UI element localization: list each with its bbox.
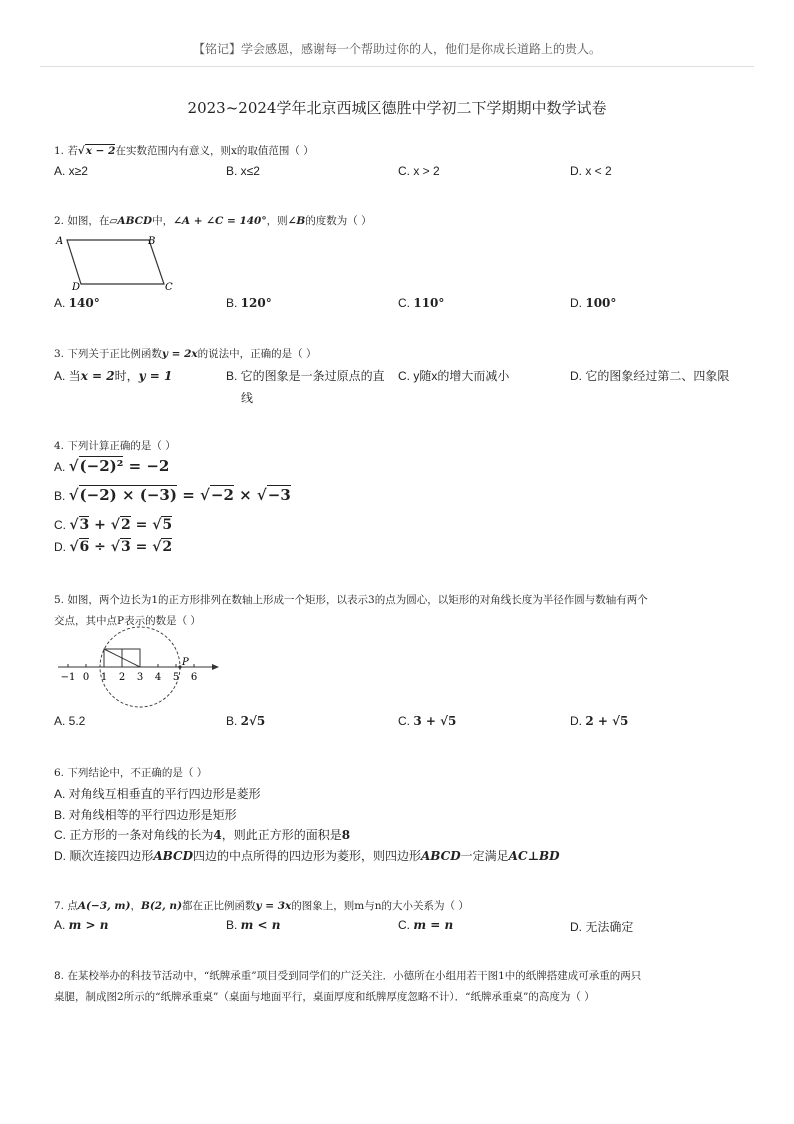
q5-tick-label: 6	[190, 672, 198, 683]
q4-c-expr: √3 + √2 = √5	[69, 517, 173, 533]
q2-option-d[interactable]	[570, 296, 616, 310]
q4-c-plus: +	[94, 517, 106, 533]
q4-c-r1: 3	[79, 517, 90, 533]
q5-option-a[interactable]: A. 5.2	[54, 714, 86, 728]
q4-option-c[interactable]	[54, 517, 172, 533]
q2-b-prefix: B.	[226, 296, 241, 310]
q4-c-r3: 5	[162, 517, 173, 533]
q6-c-eight: 8	[341, 828, 351, 842]
q7-mid: 都在正比例函数	[182, 900, 256, 912]
q2-label-d: D	[72, 282, 81, 293]
q6-d-mid2: 一定满足	[460, 849, 509, 863]
q2-option-c[interactable]	[398, 296, 444, 310]
q2-parallelogram: ▱ABCD	[109, 215, 153, 227]
q4-b-prefix: B.	[54, 489, 66, 503]
question-5-line2: 交点，其中点P表示的数是（ ）	[54, 615, 201, 627]
q4-d-r3: 2	[162, 539, 173, 555]
q4-d-expr: √6 ÷ √3 = √2	[69, 539, 173, 555]
banner-quote: 【铭记】学会感恩，感谢每一个帮助过你的人，他们是你成长道路上的贵人。	[192, 42, 601, 56]
q7-a-prefix: A.	[54, 918, 69, 932]
q6-d-mid: 四边的中点所得的四边形为菱形，则四边形	[192, 849, 421, 863]
q4-b-expr: √(−2) × (−3) = √−2 × √−3	[68, 486, 291, 504]
q7-option-c[interactable]	[398, 918, 453, 932]
q2-c-prefix: C.	[398, 296, 414, 310]
q2-option-b[interactable]	[226, 296, 272, 310]
q2-option-a[interactable]	[54, 296, 100, 310]
q5-tick-label: 0	[82, 672, 90, 683]
q4-d-r1: 6	[79, 539, 90, 555]
q2-mid: 中，	[152, 215, 174, 227]
q5-tick-label: 1	[100, 672, 108, 683]
q7-option-d[interactable]: D. 无法确定	[570, 920, 634, 934]
q3-suffix: 的说法中，正确的是（ ）	[197, 348, 317, 360]
q1-prefix: 1. 若	[54, 145, 78, 157]
question-1-stem	[54, 143, 314, 158]
q6-c-prefix: C. 正方形的一条对角线的长为	[54, 828, 214, 842]
q3-b-line2: 线	[241, 391, 254, 405]
q2-b-value: 120°	[240, 296, 272, 310]
q3-b-line1: B. 它的图象是一条过原点的直	[226, 369, 385, 383]
q4-a-expr: √(−2)² = −2	[68, 457, 170, 475]
q4-b-r1: −2	[210, 486, 234, 504]
q2-equation: ∠A + ∠C = 140°	[173, 215, 267, 227]
q5-tick-label: 2	[118, 672, 126, 683]
q1-radicand: x − 2	[85, 145, 116, 157]
question-8-line2: 桌腿，制成图2所示的“纸牌承重桌”（桌面与地面平行，桌面厚度和纸牌厚度忽略不计）．“纸牌承重桌”的高度为（ ）	[54, 991, 595, 1003]
q3-function: y = 2x	[161, 348, 198, 360]
q5-c-value: 3 + √5	[413, 714, 457, 728]
q5-option-c[interactable]	[398, 714, 456, 728]
q4-c-eq: =	[135, 517, 148, 533]
q4-d-div: ÷	[94, 539, 106, 555]
question-8-line1: 8. 在某校举办的科技节活动中，“纸牌承重”项目受到同学们的广泛关注．小德所在小组用若干图1中的纸牌搭建成可承重的两只	[54, 970, 642, 982]
page-title: 2023~2024学年北京西城区德胜中学初二下学期期中数学试卷	[187, 99, 607, 117]
q7-option-b[interactable]	[226, 918, 281, 932]
q3-option-a[interactable]	[54, 367, 172, 384]
q6-option-c[interactable]	[54, 826, 350, 843]
q6-c-four: 4	[213, 828, 222, 842]
q2-a-value: 140°	[68, 296, 100, 310]
q3-prefix: 3. 下列关于正比例函数	[54, 348, 162, 360]
q4-b-r2: −3	[267, 486, 291, 504]
q5-tick-label: 5	[172, 672, 180, 683]
q5-b-prefix: B.	[226, 714, 241, 728]
q2-prefix: 2. 如图，在	[54, 215, 110, 227]
q3-option-d[interactable]: D. 它的图象经过第二、四象限	[570, 369, 730, 383]
q3-a-prefix: A. 当	[54, 369, 81, 383]
header-divider	[40, 66, 754, 67]
q6-option-b[interactable]: B. 对角线相等的平行四边形是矩形	[54, 808, 237, 822]
q6-c-mid: ，则此正方形的面积是	[221, 828, 342, 842]
q3-a-y: y = 1	[138, 369, 173, 383]
q2-d-value: 100°	[585, 296, 617, 310]
q5-tick-label: 4	[154, 672, 162, 683]
q1-option-b[interactable]: B. x≤2	[226, 164, 260, 178]
q7-suffix: 的图象上，则m与n的大小关系为（ ）	[291, 900, 469, 912]
q5-tick-label: 3	[136, 672, 144, 683]
q6-option-d[interactable]	[54, 847, 560, 864]
q4-option-d[interactable]	[54, 539, 172, 555]
q4-a-prefix: A.	[54, 460, 66, 474]
q4-b-eq: =	[182, 486, 195, 504]
q1-radical: √x − 2	[77, 145, 116, 157]
q5-d-prefix: D.	[570, 714, 586, 728]
q4-a-radicand: (−2)²	[79, 457, 124, 475]
q2-a-prefix: A.	[54, 296, 69, 310]
q1-suffix: 在实数范围内有意义，则x的取值范围（ ）	[115, 145, 314, 157]
q7-option-a[interactable]	[54, 918, 109, 932]
q1-option-c[interactable]: C. x > 2	[398, 164, 440, 178]
q4-b-times: ×	[239, 486, 252, 504]
q4-b-radicand: (−2) × (−3)	[79, 486, 177, 504]
q4-a-result: = −2	[128, 457, 170, 475]
q5-option-d[interactable]	[570, 714, 628, 728]
q7-c-value: m = n	[413, 918, 454, 932]
q6-d-abcd2: ABCD	[421, 849, 461, 863]
question-6-stem: 6. 下列结论中，不正确的是（ ）	[54, 767, 208, 779]
q7-b-prefix: B.	[226, 918, 241, 932]
q7-point-a: A(−3, m)	[77, 900, 131, 912]
q7-a-value: m > n	[68, 918, 109, 932]
q5-c-prefix: C.	[398, 714, 414, 728]
q2-c-value: 110°	[413, 296, 445, 310]
q4-c-prefix: C.	[54, 518, 66, 532]
q6-d-prefix: D. 顺次连接四边形	[54, 849, 154, 863]
q6-d-abcd: ABCD	[153, 849, 193, 863]
q6-d-relation: AC⊥BD	[508, 849, 560, 863]
q5-d-value: 2 + √5	[585, 714, 629, 728]
q7-prefix: 7. 点	[54, 900, 78, 912]
q4-d-eq: =	[135, 539, 148, 555]
q2-label-a: A	[56, 236, 64, 247]
q1-option-a[interactable]: A. x≥2	[54, 164, 88, 178]
q5-b-value: 2√5	[240, 714, 266, 728]
q2-angle: ∠B	[287, 215, 306, 227]
q7-point-b: B(2, n)	[140, 900, 183, 912]
q4-c-r2: 2	[120, 517, 131, 533]
q7-b-value: m < n	[240, 918, 281, 932]
q4-option-a[interactable]	[54, 457, 169, 475]
q7-sep: ，	[130, 900, 141, 912]
question-4-stem: 4. 下列计算正确的是（ ）	[54, 440, 176, 452]
q2-parallelogram-figure	[54, 232, 184, 292]
q2-label-b: B	[148, 236, 156, 247]
q3-option-b[interactable]	[226, 367, 385, 406]
q2-d-prefix: D.	[570, 296, 586, 310]
q5-label-p: P	[182, 657, 189, 668]
q2-suffix: 的度数为（ ）	[305, 215, 372, 227]
q3-a-x: x = 2	[80, 369, 115, 383]
q5-tick-label: −1	[60, 672, 76, 683]
q4-d-prefix: D.	[54, 540, 66, 554]
question-7-stem	[54, 898, 469, 913]
question-2-stem	[54, 213, 372, 228]
q7-function: y = 3x	[255, 900, 292, 912]
q2-label-c: C	[165, 282, 173, 293]
q6-option-a[interactable]: A. 对角线互相垂直的平行四边形是菱形	[54, 787, 261, 801]
q3-option-c[interactable]: C. y随x的增大而减小	[398, 369, 510, 383]
question-3-stem	[54, 346, 316, 361]
q3-a-mid: 时，	[114, 369, 139, 383]
q4-d-r2: 3	[120, 539, 131, 555]
q5-number-line-figure	[54, 638, 224, 718]
q4-option-b[interactable]	[54, 486, 291, 504]
question-5-line1: 5. 如图，两个边长为1的正方形排列在数轴上形成一个矩形，以表示3的点为圆心，以矩形的对角线长度为半径作圆与数轴有两个	[54, 594, 648, 606]
q5-option-b[interactable]	[226, 714, 265, 728]
q7-c-prefix: C.	[398, 918, 414, 932]
q2-then: ，则	[266, 215, 288, 227]
q1-option-d[interactable]: D. x < 2	[570, 164, 612, 178]
